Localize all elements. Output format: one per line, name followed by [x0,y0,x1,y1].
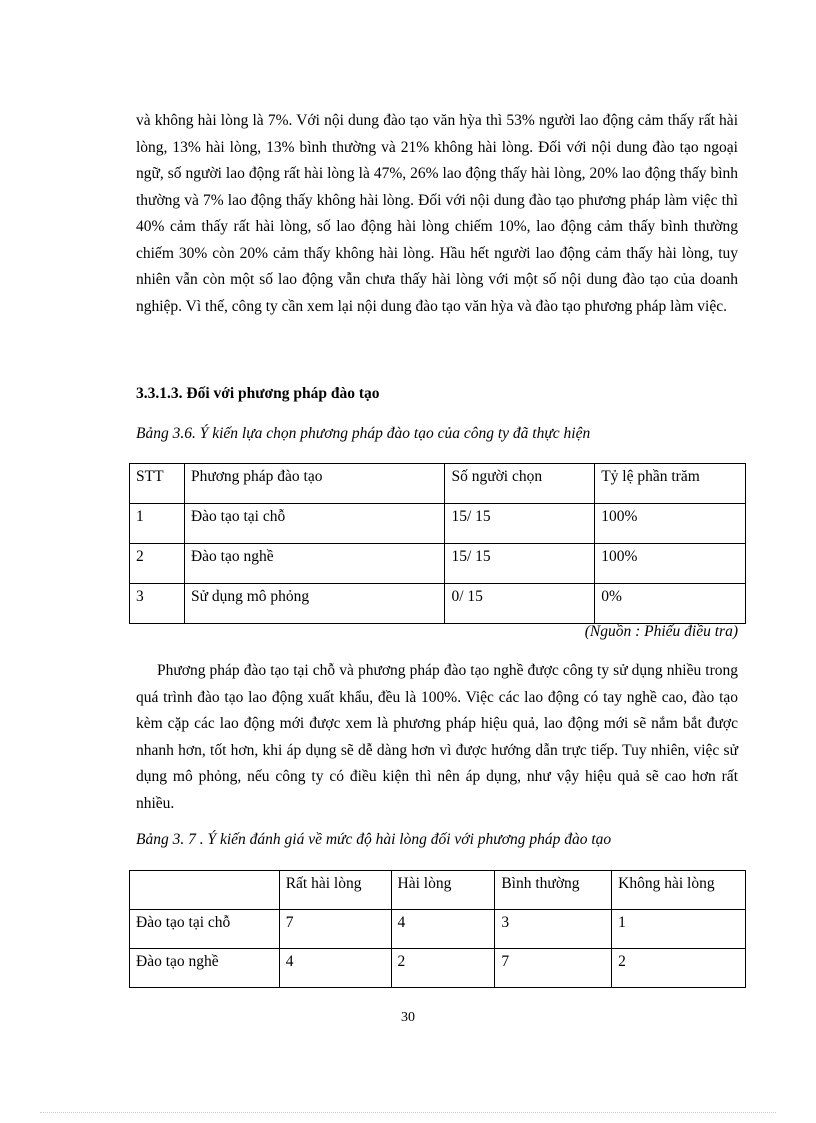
table-row [130,910,746,949]
table-header-cell: Hài lòng [391,871,495,910]
body-paragraph: và không hài lòng là 7%. Với nội dung đào tạo văn hỳa thì 53% người lao động cảm thấy rất hài lòng, 13% hài lòng, 13% bình thường và 21% không hài lòng. Đối với nội dung đào tạo ngoại ngữ, số người lao động rất hài lòng là 47%, 26% lao động thấy hài lòng, 20% lao động thấy bình thường và 7% lao động thấy không hài lòng. Đối với nội dung đào tạo phương pháp làm việc thì 40% cảm thấy rất hài lòng, số lao động hài lòng chiếm 10%, lao động cảm thấy bình thường chiếm 30% còn 20% cảm thấy không hài lòng. Hầu hết người lao động cảm thấy hài lòng, tuy nhiên vẫn còn một số lao động vẫn chưa thấy hài lòng với một số nội dung đào tạo của doanh nghiệp. Vì thế, công ty cần xem lại nội dung đào tạo văn hỳa và đào tạo phương pháp làm việc. [136,112,738,315]
table-cell: 1 [612,910,746,949]
table-header-cell: Rất hài lòng [279,871,391,910]
section-heading: 3.3.1.3. Đối với phương pháp đào tạo [136,385,380,402]
table-caption: Bảng 3.6. Ý kiến lựa chọn phương pháp đào tạo của công ty đã thực hiện [136,425,591,442]
table-header-cell: Bình thường [495,871,612,910]
table-header-cell [130,871,280,910]
table-row [130,949,746,988]
table-cell: 4 [279,949,391,988]
table-cell: 7 [279,910,391,949]
table-cell: Đào tạo nghề [130,949,280,988]
table-cell: 0/ 15 [445,584,595,624]
table-cell: 0% [595,584,746,624]
table-cell: 15/ 15 [445,504,595,544]
table-cell: 7 [495,949,612,988]
table-header-cell: Số người chọn [445,464,595,504]
table-cell: 15/ 15 [445,544,595,584]
table-cell: Đào tạo tại chỗ [184,504,445,544]
training-method-table [129,463,746,624]
table-row [130,584,746,624]
table-cell: Sử dụng mô phỏng [184,584,445,624]
table-header-cell: Tỷ lệ phần trăm [595,464,746,504]
table-header-cell: Phương pháp đào tạo [184,464,445,504]
page-bottom-divider [40,1112,776,1113]
table-header-cell: Không hài lòng [612,871,746,910]
table-row [130,504,746,544]
table-cell: Đào tạo nghề [184,544,445,584]
table-cell: 1 [130,504,185,544]
table-cell: 2 [391,949,495,988]
table-header-row [130,871,746,910]
body-paragraph: Phương pháp đào tạo tại chỗ và phương pháp đào tạo nghề được công ty sử dụng nhiều trong quá trình đào tạo lao động xuất khẩu, đều là 100%. Việc các lao động có tay nghề cao, đào tạo kèm cặp các lao động mới được xem là phương pháp hiệu quả, lao động mới sẽ nắm bắt được nhanh hơn, tốt hơn, khi áp dụng sẽ dễ dàng hơn vì được hướng dẫn trực tiếp. Tuy nhiên, việc sử dụng mô phỏng, nếu công ty có điều kiện thì nên áp dụng, như vậy hiệu quả sẽ cao hơn rất nhiều. [136,662,738,812]
table-header-row [130,464,746,504]
table-caption: Bảng 3. 7 . Ý kiến đánh giá về mức độ hài lòng đối với phương pháp đào tạo [136,831,612,848]
page-number: 30 [401,1010,415,1025]
table-header-cell: STT [130,464,185,504]
table-cell: 3 [130,584,185,624]
table-cell: 2 [612,949,746,988]
table-row [130,544,746,584]
table-cell: 100% [595,544,746,584]
table-cell: 100% [595,504,746,544]
table-source-note: (Nguồn : Phiếu điều tra) [584,623,738,640]
table-cell: 2 [130,544,185,584]
table-cell: 4 [391,910,495,949]
table-cell: Đào tạo tại chỗ [130,910,280,949]
satisfaction-table [129,870,746,988]
table-cell: 3 [495,910,612,949]
